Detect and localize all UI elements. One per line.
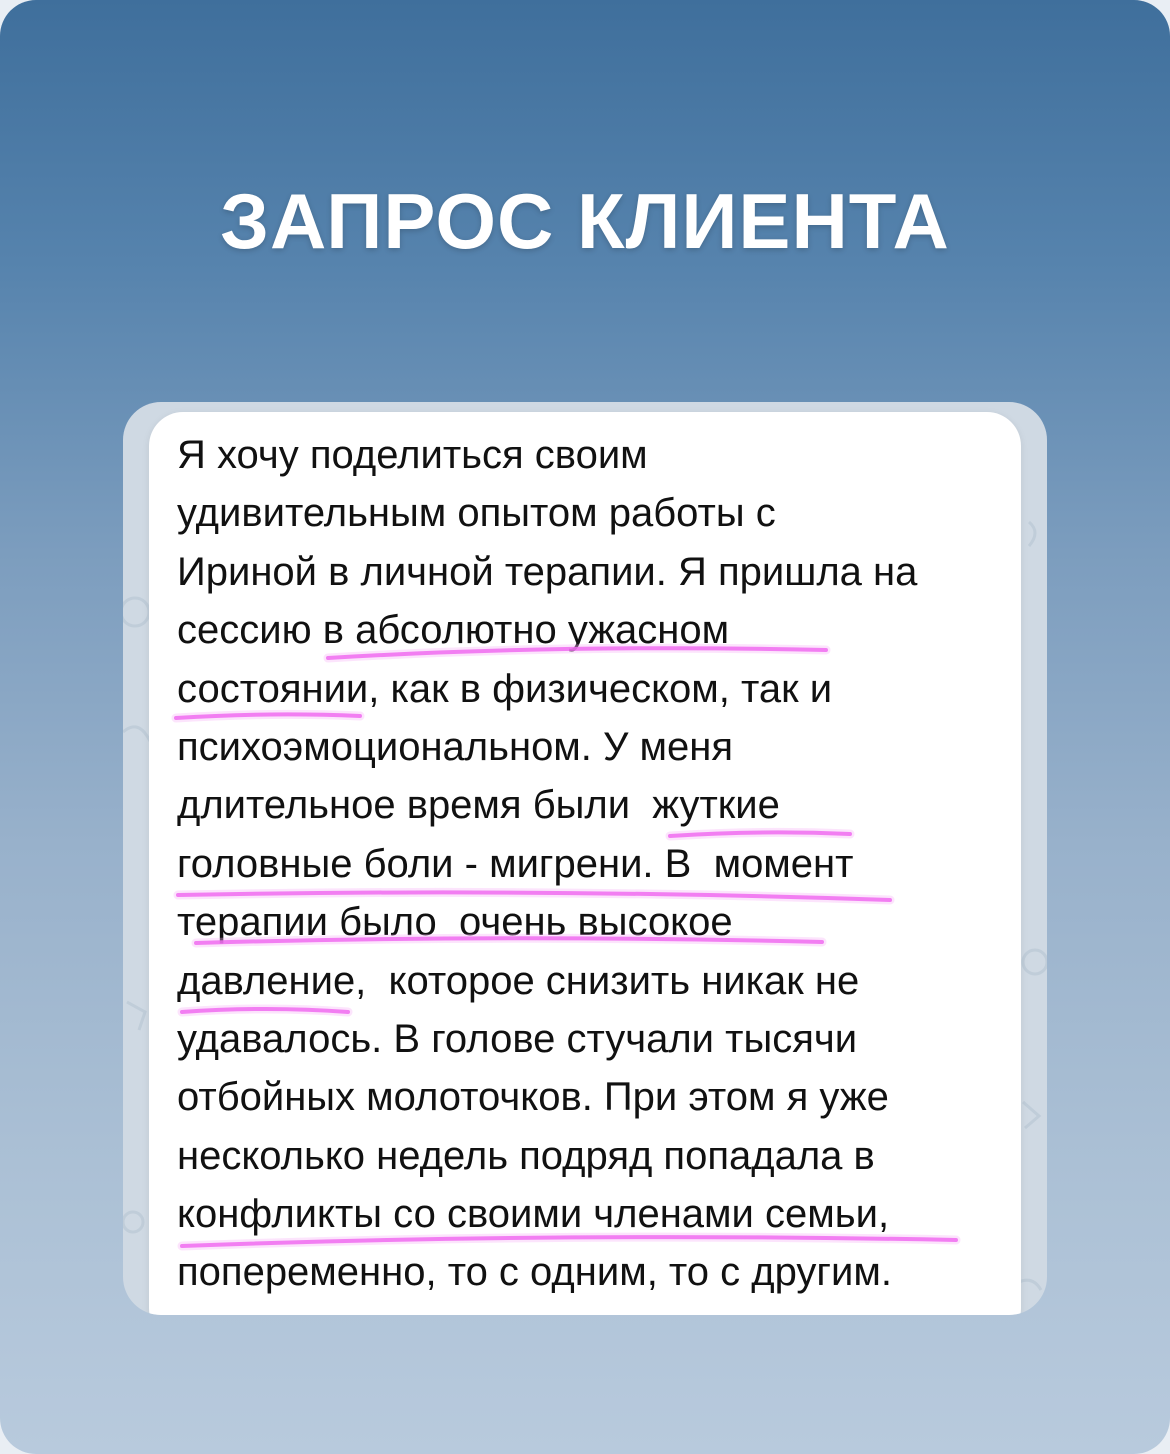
page-title: ЗАПРОС КЛИЕНТА — [220, 177, 950, 265]
message-line: Ириной в личной терапии. Я пришла на — [177, 549, 918, 594]
message-line: попеременно, то с одним, то с другим. — [177, 1250, 892, 1295]
message-line: терапии было очень высокое — [177, 900, 733, 945]
message-line: удавалось. В голове стучали тысячи — [177, 1016, 858, 1061]
message-line: несколько недель подряд попадала в — [177, 1133, 875, 1178]
message-line: сессию в абсолютно ужасном — [177, 608, 730, 653]
message-line: Я хочу поделиться своим — [177, 433, 648, 477]
message-line: длительное время были жуткие — [177, 783, 780, 828]
message-line: давление, которое снизить никак не — [177, 958, 860, 1003]
message-line: головные боли - мигрени. В момент — [177, 841, 854, 886]
message-line: отбойных молоточков. При этом я уже — [177, 1075, 889, 1120]
message-line: удивительным опытом работы с — [177, 491, 776, 536]
message-text — [177, 426, 1037, 1302]
message-line: психоэмоциональном. У меня — [177, 724, 734, 769]
message-line: конфликты со своими членами семьи, — [177, 1192, 890, 1237]
message-line: состоянии, как в физическом, так и — [177, 666, 833, 711]
